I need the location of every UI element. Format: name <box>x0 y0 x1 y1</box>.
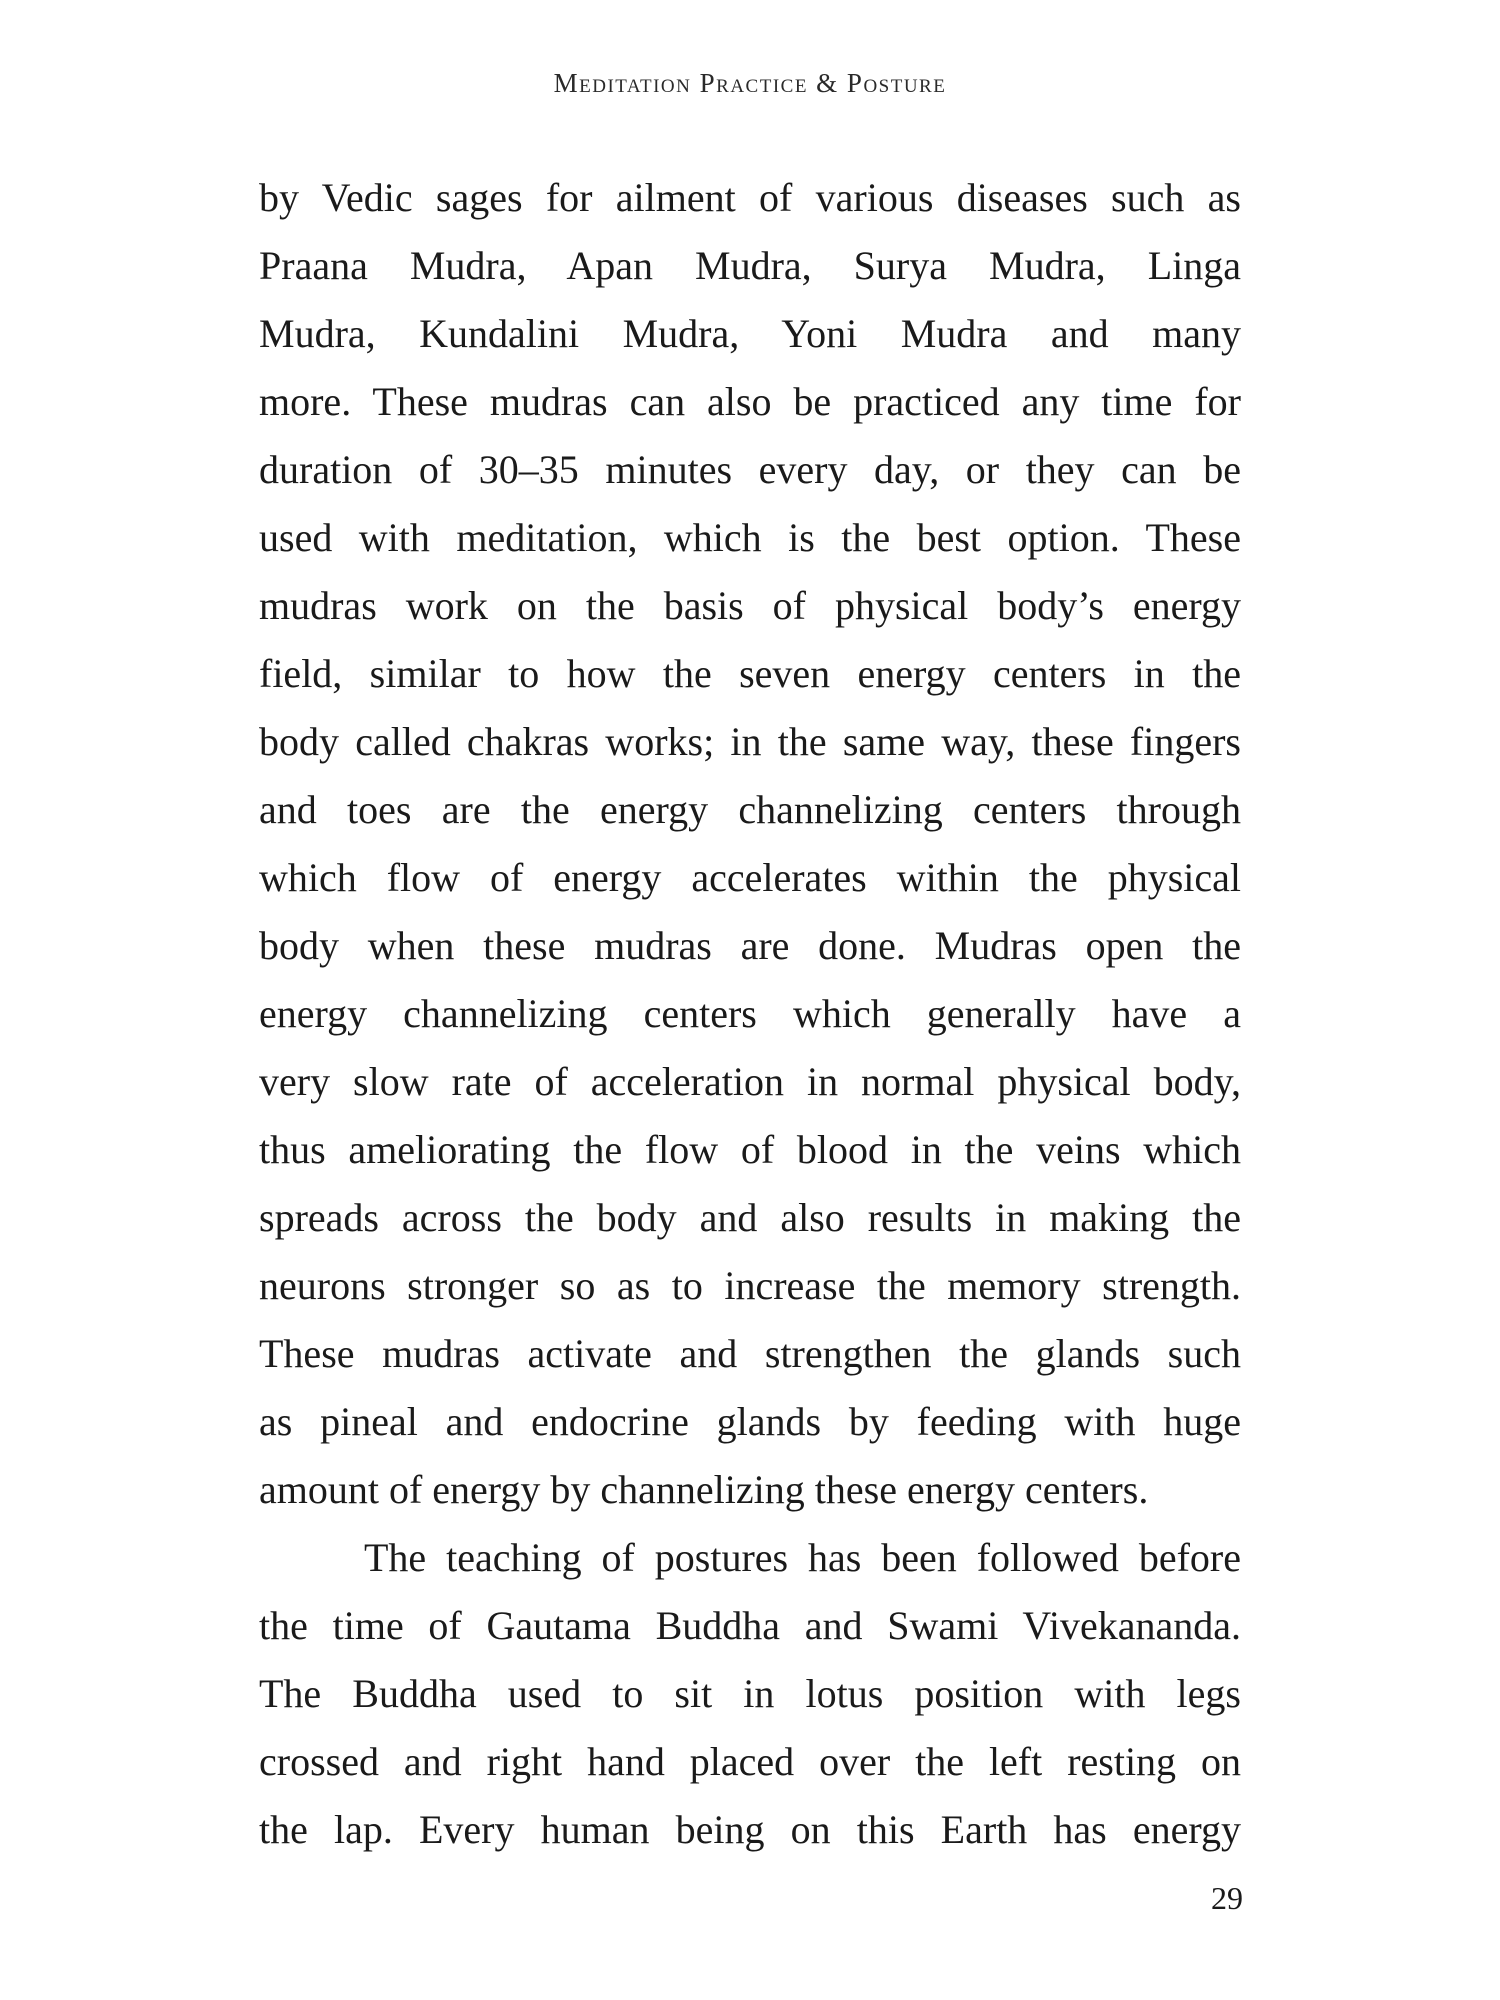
text-line: thus ameliorating the flow of blood in the veins which <box>259 1127 1241 1172</box>
text-line: The Buddha used to sit in lotus position with legs <box>259 1671 1241 1716</box>
text-line: more. These mudras can also be practiced any time for <box>259 379 1241 424</box>
text-line: body when these mudras are done. Mudras open the <box>259 923 1241 968</box>
text-line: very slow rate of acceleration in normal physical body, <box>259 1059 1241 1104</box>
paragraph-end-line: amount of energy by channelizing these energy centers. <box>259 1467 1149 1512</box>
text-line: the time of Gautama Buddha and Swami Vivekananda. <box>259 1603 1241 1648</box>
text-line: mudras work on the basis of physical body’s energy <box>259 583 1241 628</box>
paragraph-start-line: The teaching of postures has been followed before <box>364 1535 1241 1580</box>
text-line: duration of 30–35 minutes every day, or they can be <box>259 447 1241 492</box>
text-line: energy channelizing centers which generally have a <box>259 991 1241 1036</box>
text-line: body called chakras works; in the same way, these fingers <box>259 719 1241 764</box>
text-line: used with meditation, which is the best option. These <box>259 515 1241 560</box>
text-line: These mudras activate and strengthen the glands such <box>259 1331 1241 1376</box>
text-line: the lap. Every human being on this Earth has energy <box>259 1807 1241 1852</box>
text-line: Mudra, Kundalini Mudra, Yoni Mudra and many <box>259 311 1241 356</box>
page-number: 29 <box>1211 1880 1243 1916</box>
text-line: which flow of energy accelerates within the physical <box>259 855 1241 900</box>
text-line: and toes are the energy channelizing centers through <box>259 787 1241 832</box>
text-line: Praana Mudra, Apan Mudra, Surya Mudra, Linga <box>259 243 1241 288</box>
text-line: by Vedic sages for ailment of various diseases such as <box>259 175 1241 220</box>
text-line: crossed and right hand placed over the left resting on <box>259 1739 1241 1784</box>
text-line: spreads across the body and also results in making the <box>259 1195 1241 1240</box>
text-line: field, similar to how the seven energy centers in the <box>259 651 1241 696</box>
text-line: neurons stronger so as to increase the memory strength. <box>259 1263 1241 1308</box>
running-header: Meditation Practice & Posture <box>553 68 947 98</box>
text-line: as pineal and endocrine glands by feeding with huge <box>259 1399 1241 1444</box>
body-text <box>259 164 1241 1864</box>
